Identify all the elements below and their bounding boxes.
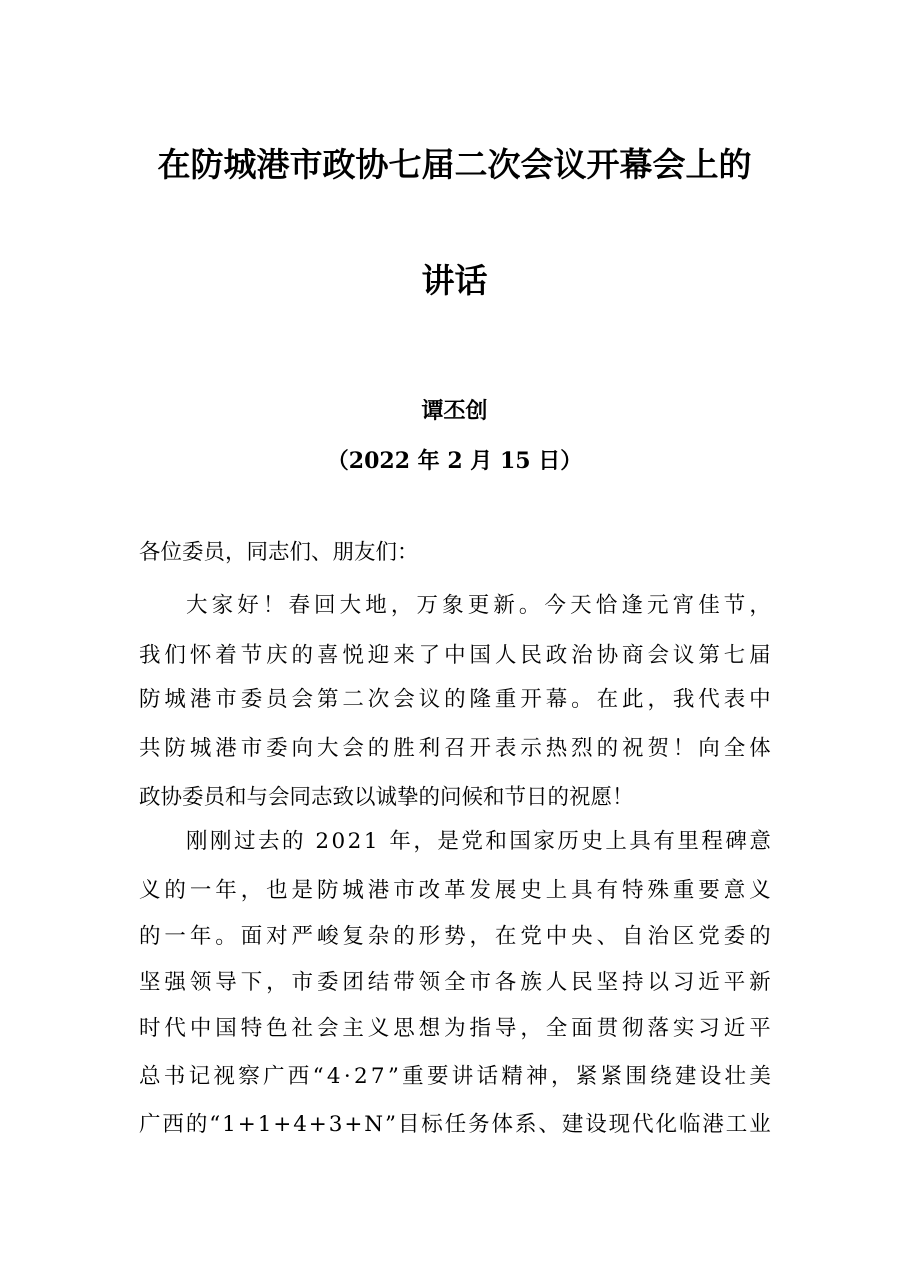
paragraph-line: 我 们 怀 着 节 庆 的 喜 悦 迎 来 了 中 国 人 民 政 治 协 商 会 议 第 七 届 <box>139 643 771 668</box>
document-title-line-1: 在防城港市政协七届二次会议开幕会上的 <box>157 145 752 184</box>
paragraph-line: 义 的 一 年 ， 也 是 防 城 港 市 改 革 发 展 史 上 具 有 特 殊 重 要 意 义 <box>139 878 771 903</box>
paragraph-line: 共 防 城 港 市 委 向 大 会 的 胜 利 召 开 表 示 热 烈 的 祝 贺 ！ 向 全 体 <box>139 736 771 761</box>
paragraph-line: 广 西 的 “ 1 + 1 + 4 + 3 + N ” 目 标 任 务 体 系 、 建 设 现 代 化 临 港 工 业 <box>139 1112 771 1137</box>
paragraph-line: 政协委员和与会同志致以诚挚的问候和节日的祝愿！ <box>139 785 634 810</box>
paragraph-line: 总 书 记 视 察 广 西 “ 4 · 2 7 ” 重 要 讲 话 精 神 ， 紧 紧 围 绕 建 设 壮 美 <box>139 1064 771 1089</box>
salutation: 各位委员，同志们、朋友们： <box>139 540 419 565</box>
document-title-line-2: 讲话 <box>421 261 488 300</box>
paragraph-line: 时 代 中 国 特 色 社 会 主 义 思 想 为 指 导 ， 全 面 贯 彻 落 实 习 近 平 <box>139 1016 771 1041</box>
paragraph-line: 防 城 港 市 委 员 会 第 二 次 会 议 的 隆 重 开 幕 。 在 此 ， 我 代 表 中 <box>139 687 771 712</box>
speaker-name: 谭丕创 <box>421 399 488 424</box>
paragraph-line: 刚 刚 过 去 的 2 0 2 1 年 ， 是 党 和 国 家 历 史 上 具 有 里 程 碑 意 <box>186 829 771 854</box>
paragraph-line: 坚 强 领 导 下 ， 市 委 团 结 带 领 全 市 各 族 人 民 坚 持 以 习 近 平 新 <box>139 970 771 995</box>
speech-date: （2022 年 2 月 15 日） <box>326 448 583 474</box>
paragraph-line: 的 一 年 。 面 对 严 峻 复 杂 的 形 势 ， 在 党 中 央 、 自 治 区 党 委 的 <box>139 924 771 949</box>
paragraph-line: 大 家 好 ！ 春 回 大 地 ， 万 象 更 新 。 今 天 恰 逢 元 宵 佳 节 ， <box>186 593 771 618</box>
